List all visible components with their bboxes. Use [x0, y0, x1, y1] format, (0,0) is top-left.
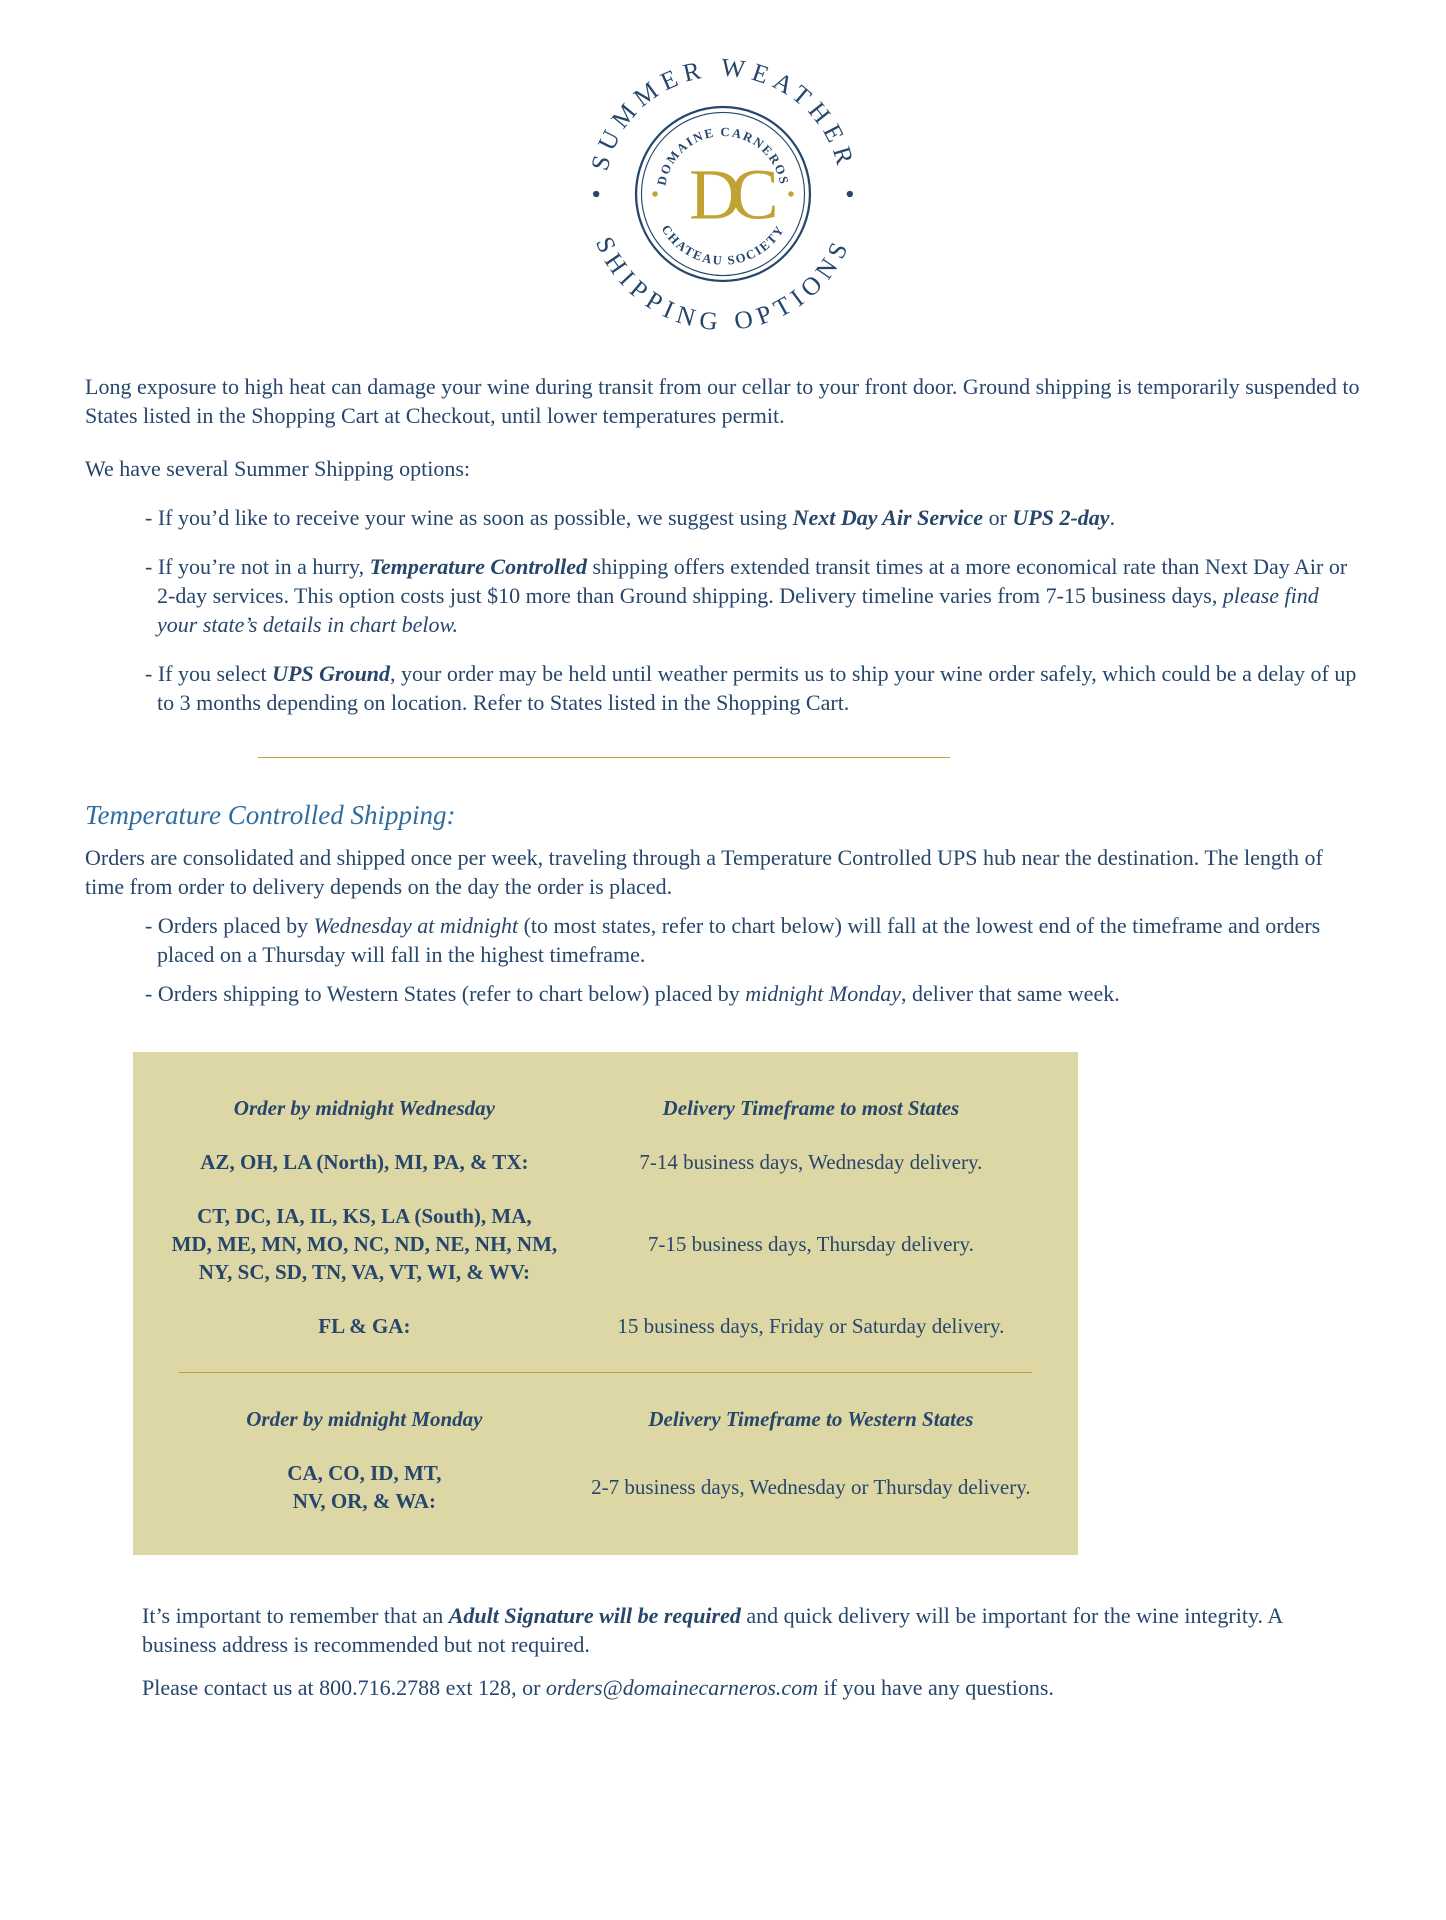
logo	[85, 0, 1361, 348]
signature-note	[142, 1601, 1361, 1659]
contact-note	[142, 1673, 1361, 1702]
text-segment: - Orders shipping to Western States (refer to chart below) placed by	[145, 981, 746, 1006]
text-segment: midnight Monday	[745, 981, 902, 1006]
service-name: UPS 2-day	[1012, 505, 1110, 530]
table-row	[159, 1202, 1052, 1286]
chart-header-row	[159, 1094, 1052, 1122]
text-segment: and quick delivery will be important for the wine integrity. A business address is recommended but not required.	[142, 1603, 1282, 1657]
timeframe-cell: 15 business days, Friday or Saturday delivery.	[617, 1314, 1005, 1338]
separator-dot-right-icon	[847, 191, 853, 197]
column-header: Delivery Timeframe to Western States	[648, 1407, 974, 1431]
logo-inner-bottom-text: CHATEAU SOCIETY	[658, 222, 788, 268]
timeframe-cell: 7-15 business days, Thursday delivery.	[647, 1232, 974, 1256]
text-segment: shipping offers extended transit times at a more economical rate than Next Day Air or 2-day services. This option costs just $10 more than Ground shipping. Delivery timeline varies from 7-15 business days,	[157, 554, 1348, 608]
text-segment: , your order may be held until weather permits us to ship your wine order safely, which could be a delay of up to 3 months depending on location. Refer to States listed in the Shopping Cart.	[157, 661, 1357, 715]
text-segment: Please contact us at	[142, 1675, 320, 1700]
states-cell	[159, 1459, 570, 1515]
section-heading: Temperature Controlled Shipping:	[85, 800, 456, 830]
option-item-temperature-controlled	[85, 552, 1361, 639]
chateau-society-seal-icon	[569, 40, 877, 348]
dc-monogram-icon: DC	[688, 153, 768, 235]
text-segment: if you have any questions.	[818, 1675, 1054, 1700]
text-segment: CA, CO, ID, MT,	[287, 1461, 442, 1485]
logo-outer-bottom-text: SHIPPING OPTIONS	[589, 232, 857, 337]
option-item-ups-ground	[85, 659, 1361, 717]
text-segment: - Orders placed by	[145, 913, 314, 938]
text-segment: Adult Signature will be required	[448, 1603, 741, 1628]
text-segment: please find your state’s details in chart below.	[157, 583, 1319, 637]
text-segment: , deliver that same week.	[901, 981, 1120, 1006]
table-row	[159, 1459, 1052, 1515]
tcs-bullet-wednesday	[85, 911, 1361, 969]
text-segment: - If you select	[145, 661, 273, 686]
intro-paragraph: Long exposure to high heat can damage your wine during transit from our cellar to your front door. Ground shipping is temporarily suspended to States listed in the Shopping Cart at Checkout, until lower temperatures permit.	[85, 374, 1360, 428]
chart-divider	[179, 1372, 1032, 1373]
inner-dot-right-icon	[788, 191, 793, 196]
separator-dot-left-icon	[593, 191, 599, 197]
text-segment: NV, OR, & WA:	[292, 1489, 437, 1513]
footer	[142, 1601, 1361, 1702]
tcs-paragraph: Orders are consolidated and shipped once per week, traveling through a Temperature Controlled UPS hub near the destination. The length of time from order to delivery depends on the day the order is placed.	[85, 845, 1323, 899]
tcs-bullet-western	[85, 979, 1361, 1008]
states-cell	[159, 1312, 570, 1340]
timeframe-cell: 2-7 business days, Wednesday or Thursday delivery.	[591, 1475, 1031, 1499]
phone-number: 800.716.2788 ext 128	[319, 1675, 512, 1700]
states-cell	[159, 1202, 570, 1286]
table-row	[159, 1148, 1052, 1176]
service-name: Temperature Controlled	[369, 554, 587, 579]
text-segment: NY, SC, SD, TN, VA, VT, WI, & WV:	[198, 1260, 531, 1284]
column-header: Delivery Timeframe to most States	[662, 1096, 960, 1120]
column-header: Order by midnight Wednesday	[233, 1096, 495, 1120]
options-intro: We have several Summer Shipping options:	[85, 456, 470, 481]
text-segment: , or	[511, 1675, 546, 1700]
table-row	[159, 1312, 1052, 1340]
timeframe-cell: 7-14 business days, Wednesday delivery.	[639, 1150, 983, 1174]
text-segment: MD, ME, MN, MO, NC, ND, NE, NH, NM,	[171, 1232, 558, 1256]
option-item-next-day	[85, 503, 1361, 532]
text-segment: - If you’re not in a hurry,	[145, 554, 370, 579]
text-segment: Wednesday at midnight	[313, 913, 519, 938]
states-cell	[159, 1148, 570, 1176]
text-segment: FL & GA:	[318, 1314, 411, 1338]
text-segment: It’s important to remember that an	[142, 1603, 449, 1628]
inner-dot-left-icon	[652, 191, 657, 196]
text-segment: or	[983, 505, 1013, 530]
text-segment: .	[1109, 505, 1116, 530]
email-link[interactable]: orders@domainecarneros.com	[545, 1675, 819, 1700]
text-segment: (to most states, refer to chart below) will fall at the lowest end of the timeframe and orders placed on a Thursday will fall in the highest timeframe.	[157, 913, 1321, 967]
text-segment: CT, DC, IA, IL, KS, LA (South), MA,	[197, 1204, 532, 1228]
logo-outer-top-text: SUMMER WEATHER	[585, 53, 861, 174]
logo-inner-top-text: DOMAINE CARNEROS	[654, 124, 792, 187]
text-segment: - If you’d like to receive your wine as soon as possible, we suggest using	[145, 505, 793, 530]
section-divider	[258, 757, 950, 758]
service-name: Next Day Air Service	[792, 505, 984, 530]
chart-header-row	[159, 1405, 1052, 1433]
shipping-timeframe-chart	[133, 1052, 1078, 1555]
service-name: UPS Ground	[272, 661, 391, 686]
text-segment: AZ, OH, LA (North), MI, PA, & TX:	[200, 1150, 529, 1174]
column-header: Order by midnight Monday	[246, 1407, 483, 1431]
